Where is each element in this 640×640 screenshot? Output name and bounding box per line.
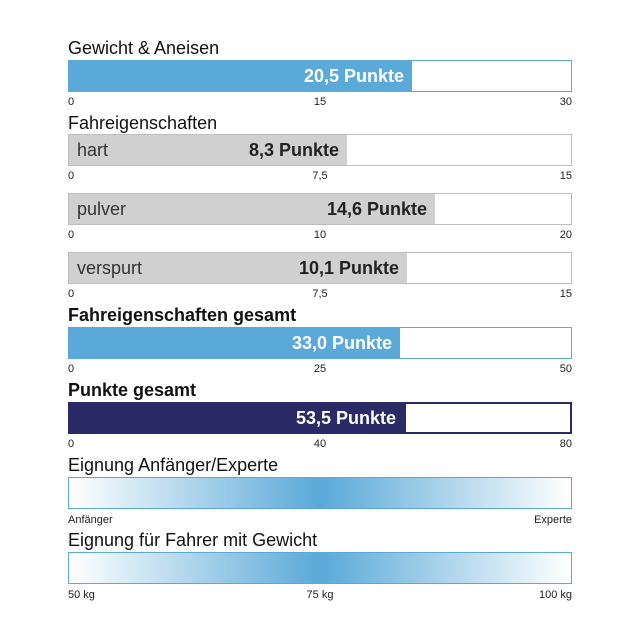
tick-label: 15: [559, 288, 572, 300]
tick-label: 100 kg: [538, 589, 572, 601]
tick-label: 30: [559, 96, 572, 108]
tick-label: 0: [68, 438, 75, 450]
tick-label: 0: [68, 288, 75, 300]
tick-label: 40: [313, 438, 327, 450]
tick-label: 25: [313, 363, 327, 375]
tick-label: 15: [559, 170, 572, 182]
data-label-gewicht: 20,5 Punkte: [303, 65, 404, 86]
bar-track-hart: [68, 134, 572, 166]
title-gewicht: Gewicht & Aneisen: [68, 38, 220, 58]
bar-track-punkte-gesamt: [68, 402, 572, 434]
title-punkte-gesamt: Punkte gesamt: [68, 380, 197, 400]
tick-label: 50 kg: [68, 589, 95, 601]
tick-label: 7,5: [312, 170, 328, 182]
tick-label: 15: [313, 96, 327, 108]
data-label-verspurt: 10,1 Punkte: [298, 257, 399, 278]
tick-label: Experte: [534, 514, 572, 526]
gradient-bar-gewicht: [68, 552, 572, 584]
tick-label: Anfänger: [68, 514, 113, 526]
data-label-fahreigenschaften-gesamt: 33,0 Punkte: [291, 332, 392, 353]
bar-track-fahreigenschaften-gesamt: [68, 327, 572, 359]
tick-label: 0: [68, 96, 75, 108]
data-label-punkte-gesamt: 53,5 Punkte: [295, 407, 396, 428]
data-label-pulver: 14,6 Punkte: [326, 198, 427, 219]
tick-label: 20: [559, 229, 572, 241]
category-label-hart: hart: [77, 139, 109, 160]
title-fahreigenschaften-gesamt: Fahreigenschaften gesamt: [68, 305, 297, 325]
tick-label: 50: [559, 363, 572, 375]
gradient-bar-anfaenger-experte: [68, 477, 572, 509]
title-eignung-gewicht: Eignung für Fahrer mit Gewicht: [68, 530, 318, 550]
tick-label: 0: [68, 229, 75, 241]
tick-label: 10: [313, 229, 327, 241]
bar-track-gewicht: [68, 60, 572, 92]
data-label-hart: 8,3 Punkte: [248, 139, 339, 160]
tick-label: 0: [68, 170, 75, 182]
title-fahreigenschaften: Fahreigenschaften: [68, 113, 218, 133]
tick-label: 75 kg: [306, 589, 334, 601]
tick-label: 7,5: [312, 288, 328, 300]
category-label-pulver: pulver: [77, 198, 127, 219]
bar-track-pulver: [68, 193, 572, 225]
title-eignung-anfaenger-experte: Eignung Anfänger/Experte: [68, 455, 279, 475]
category-label-verspurt: verspurt: [77, 257, 143, 278]
tick-label: 80: [559, 438, 572, 450]
tick-label: 0: [68, 363, 75, 375]
bar-track-verspurt: [68, 252, 572, 284]
